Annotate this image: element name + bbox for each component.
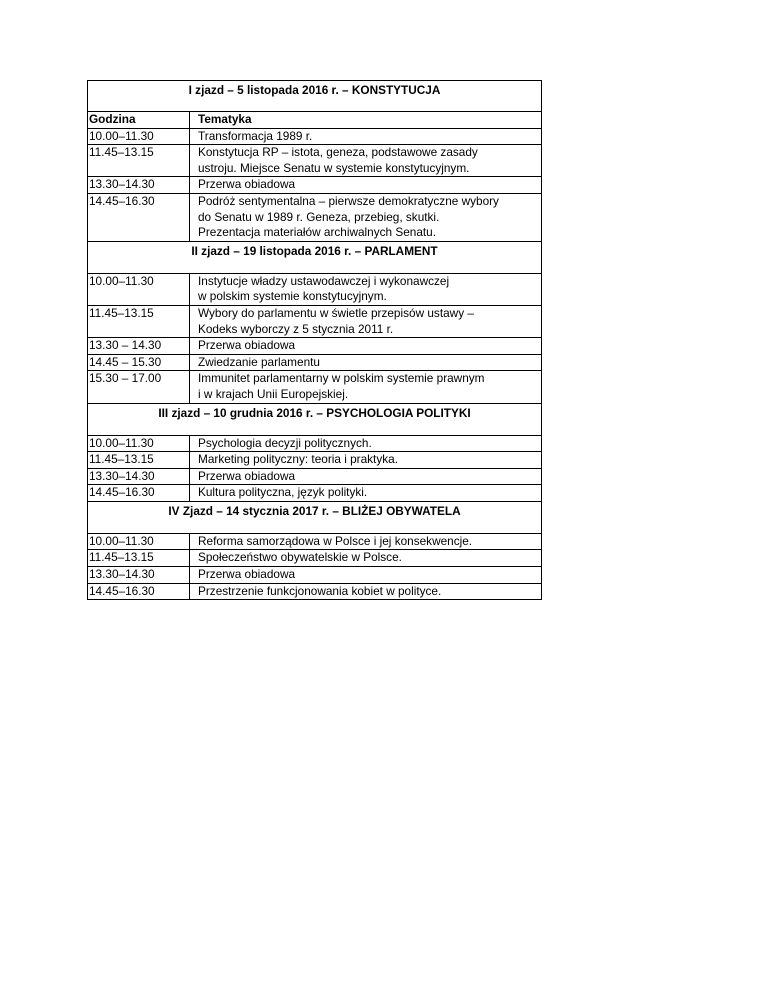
row-time: 14.45–16.30 — [88, 194, 190, 241]
row-time: 13.30 – 14.30 — [88, 338, 190, 354]
row-time: 13.30–14.30 — [88, 177, 190, 193]
table-header-row — [88, 112, 541, 129]
table-row — [88, 371, 541, 403]
section-4-heading — [88, 502, 541, 534]
row-topic: Psychologia decyzji politycznych. — [198, 435, 372, 450]
section-3-title: III zjazd – 10 grudnia 2016 r. – PSYCHOLOGIA POLITYKI — [158, 405, 471, 420]
row-time: 10.00–11.30 — [88, 129, 190, 145]
row-topic: Zwiedzanie parlamentu — [198, 354, 320, 369]
row-topic: Społeczeństwo obywatelskie w Polsce. — [198, 550, 402, 565]
row-topic: Przerwa obiadowa — [198, 468, 296, 483]
section-1-title: I zjazd – 5 listopada 2016 r. – KONSTYTUCJA — [188, 83, 441, 97]
table-row — [88, 338, 541, 355]
row-time: 10.00–11.30 — [88, 436, 190, 452]
table-row — [88, 452, 541, 469]
row-topic: Marketing polityczny: teoria i praktyka. — [198, 452, 398, 467]
row-topic: Konstytucja RP – istota, geneza, podstawowe zasady ustroju. Miejsce Senatu w systemie konstytucyjnym. — [198, 145, 478, 175]
table-row — [88, 355, 541, 372]
row-topic: Wybory do parlamentu w świetle przepisów ustawy – Kodeks wyborczy z 5 stycznia 2011 r. — [198, 305, 474, 336]
row-time: 13.30–14.30 — [88, 567, 190, 583]
schedule-table — [87, 80, 542, 600]
section-3-heading — [88, 404, 541, 436]
section-2-heading — [88, 242, 541, 274]
row-topic: Transformacja 1989 r. — [198, 128, 313, 143]
table-row — [88, 145, 541, 177]
row-time: 14.45 – 15.30 — [88, 355, 190, 371]
row-topic: Podróż sentymentalna – pierwsze demokratyczne wybory do Senatu w 1989 r. Geneza, przebieg, skutki. Prezentacja materiałów archiwalnych Senatu. — [198, 193, 499, 240]
table-row — [88, 567, 541, 584]
table-row — [88, 550, 541, 567]
row-time: 13.30–14.30 — [88, 469, 190, 485]
section-1-heading — [88, 81, 541, 112]
row-topic: Przestrzenie funkcjonowania kobiet w polityce. — [198, 583, 442, 598]
row-topic: Instytucje władzy ustawodawczej i wykonawczej w polskim systemie konstytucyjnym. — [198, 273, 450, 304]
row-time: 10.00–11.30 — [88, 534, 190, 550]
row-topic: Przerwa obiadowa — [198, 338, 296, 353]
table-row — [88, 469, 541, 486]
table-row — [88, 129, 541, 146]
table-row — [88, 177, 541, 194]
row-topic: Kultura polityczna, język polityki. — [198, 485, 368, 500]
row-time: 10.00–11.30 — [88, 274, 190, 305]
table-row — [88, 485, 541, 502]
table-row — [88, 194, 541, 242]
table-row — [88, 274, 541, 306]
column-header-topic: Tematyka — [198, 112, 252, 126]
row-time: 14.45–16.30 — [88, 584, 190, 600]
row-time: 14.45–16.30 — [88, 485, 190, 501]
row-topic: Reforma samorządowa w Polsce i jej konsekwencje. — [198, 533, 473, 548]
row-topic: Przerwa obiadowa — [198, 567, 296, 582]
section-2-title: II zjazd – 19 listopada 2016 r. – PARLAMENT — [191, 243, 438, 258]
table-row — [88, 436, 541, 453]
row-time: 11.45–13.15 — [88, 145, 190, 176]
row-time: 15.30 – 17.00 — [88, 371, 190, 402]
section-4-title: IV Zjazd – 14 stycznia 2017 r. – BLIŻEJ OBYWATELA — [168, 503, 461, 518]
column-header-time: Godzina — [88, 112, 190, 128]
row-time: 11.45–13.15 — [88, 452, 190, 468]
row-time: 11.45–13.15 — [88, 550, 190, 566]
table-row — [88, 534, 541, 551]
row-topic: Immunitet parlamentarny w polskim systemie prawnym i w krajach Unii Europejskiej. — [198, 371, 485, 401]
table-row — [88, 306, 541, 338]
row-time: 11.45–13.15 — [88, 306, 190, 337]
table-row — [88, 584, 541, 600]
row-topic: Przerwa obiadowa — [198, 177, 296, 192]
